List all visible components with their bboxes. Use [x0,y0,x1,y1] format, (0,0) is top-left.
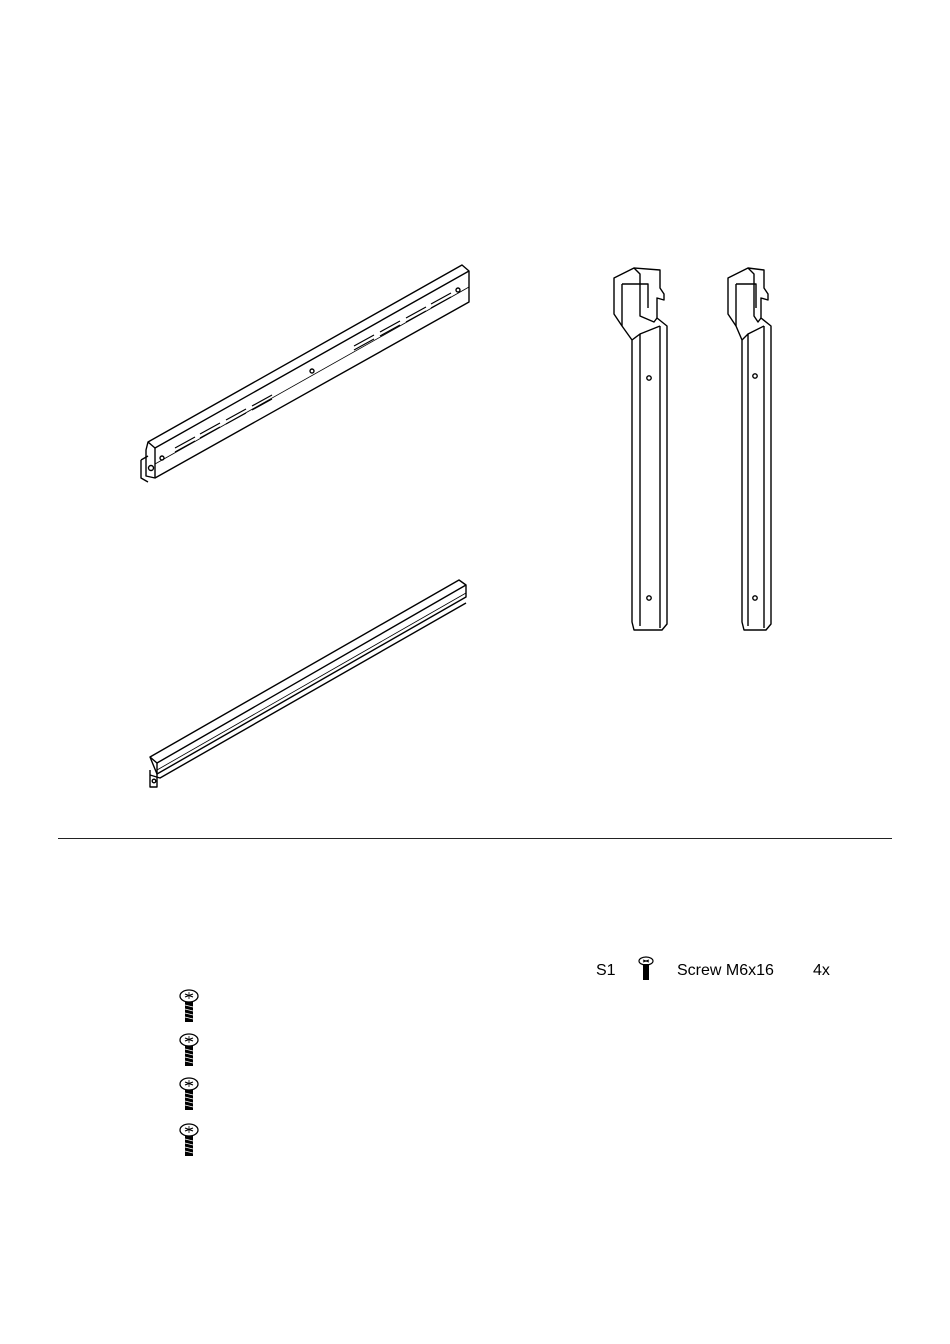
screw-icon [178,1076,200,1112]
hardware-code: S1 [596,962,616,979]
screw-icon [637,956,655,982]
screw-icon [178,1032,200,1068]
screw-icon [178,1122,200,1158]
mounting-arm-1 [614,268,667,630]
lower-hook-rail [150,580,466,787]
screw-icon [178,988,200,1024]
hardware-description: Screw M6x16 [677,962,774,979]
hardware-quantity: 4x [813,962,830,979]
upper-wall-rail [141,265,469,482]
mounting-arm-2 [728,268,771,630]
section-divider [58,838,892,839]
